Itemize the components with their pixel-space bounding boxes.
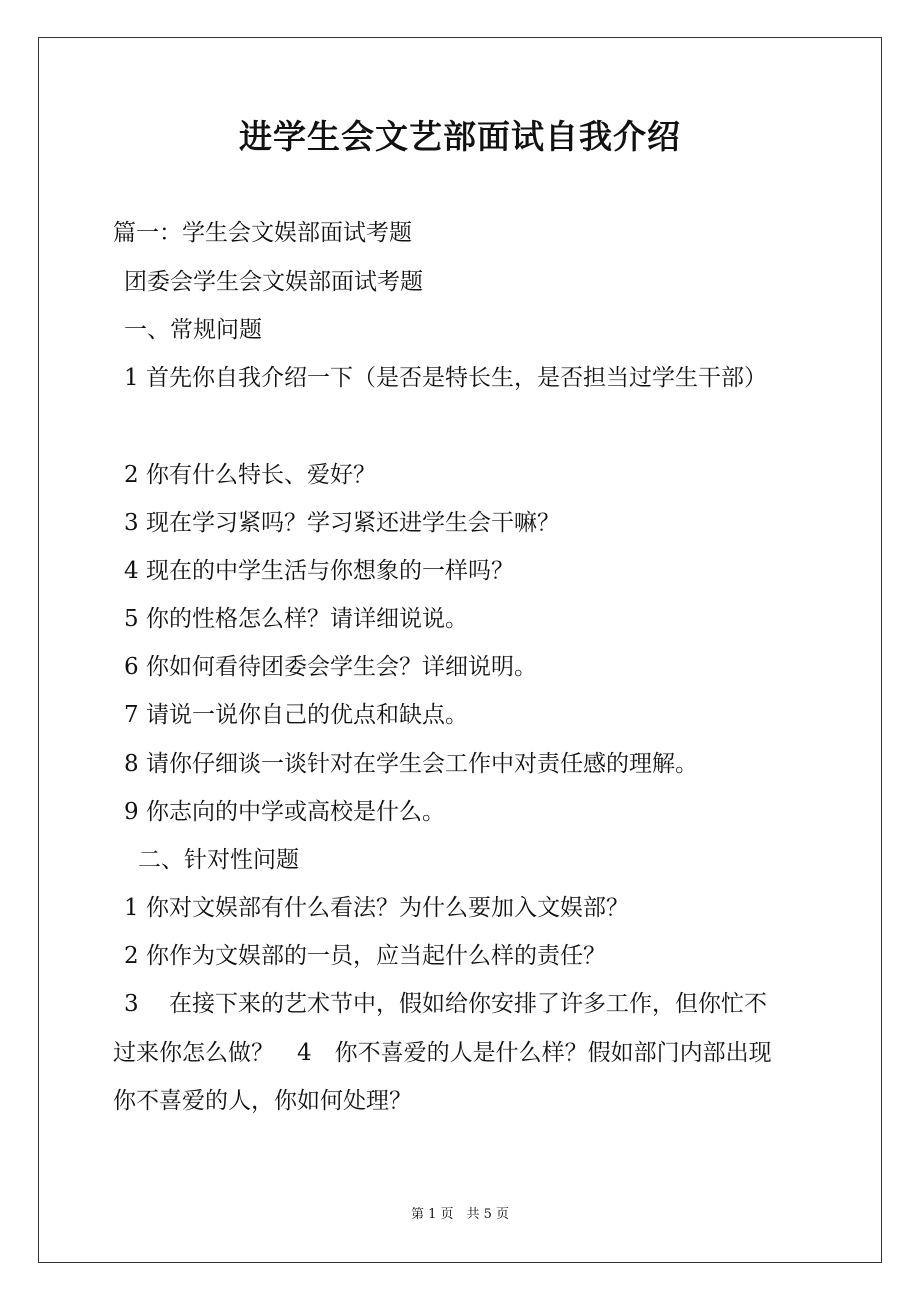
text-line: 3 现在学习紧吗？学习紧还进学生会干嘛？ [124, 510, 560, 536]
text-line: 你不喜爱的人，你如何处理？ [113, 1088, 412, 1114]
page-number-footer: 第 1 页 共 5 页 [410, 1207, 510, 1222]
text-line: 2 你作为文娱部的一员，应当起什么样的责任？ [124, 943, 606, 969]
text-line: 2 你有什么特长、爱好？ [124, 462, 376, 488]
text-line: 团委会学生会文娱部面试考题 [124, 269, 423, 295]
text-line: 过来你怎么做？ 4 你不喜爱的人是什么样？假如部门内部出现 [113, 1040, 772, 1066]
text-line: 1 首先你自我介绍一下（是否是特长生，是否担当过学生干部） [124, 365, 767, 391]
text-line: 1 你对文娱部有什么看法？为什么要加入文娱部？ [124, 895, 629, 921]
document-title: 进学生会文艺部面试自我介绍 [239, 117, 681, 156]
text-line: 3 在接下来的艺术节中，假如给你安排了许多工作，但你忙不 [124, 991, 767, 1017]
text-line: 二、针对性问题 [138, 847, 299, 873]
text-line: 篇一：学生会文娱部面试考题 [113, 220, 412, 246]
text-line: 5 你的性格怎么样？请详细说说。 [124, 606, 468, 632]
text-line: 6 你如何看待团委会学生会？详细说明。 [124, 654, 537, 680]
text-line: 9 你志向的中学或高校是什么。 [124, 799, 445, 825]
text-line: 8 请你仔细谈一谈针对在学生会工作中对责任感的理解。 [124, 751, 698, 777]
text-line: 一、常规问题 [124, 317, 262, 343]
text-line: 4 现在的中学生活与你想象的一样吗？ [124, 558, 514, 584]
text-line: 7 请说一说你自己的优点和缺点。 [124, 702, 468, 728]
